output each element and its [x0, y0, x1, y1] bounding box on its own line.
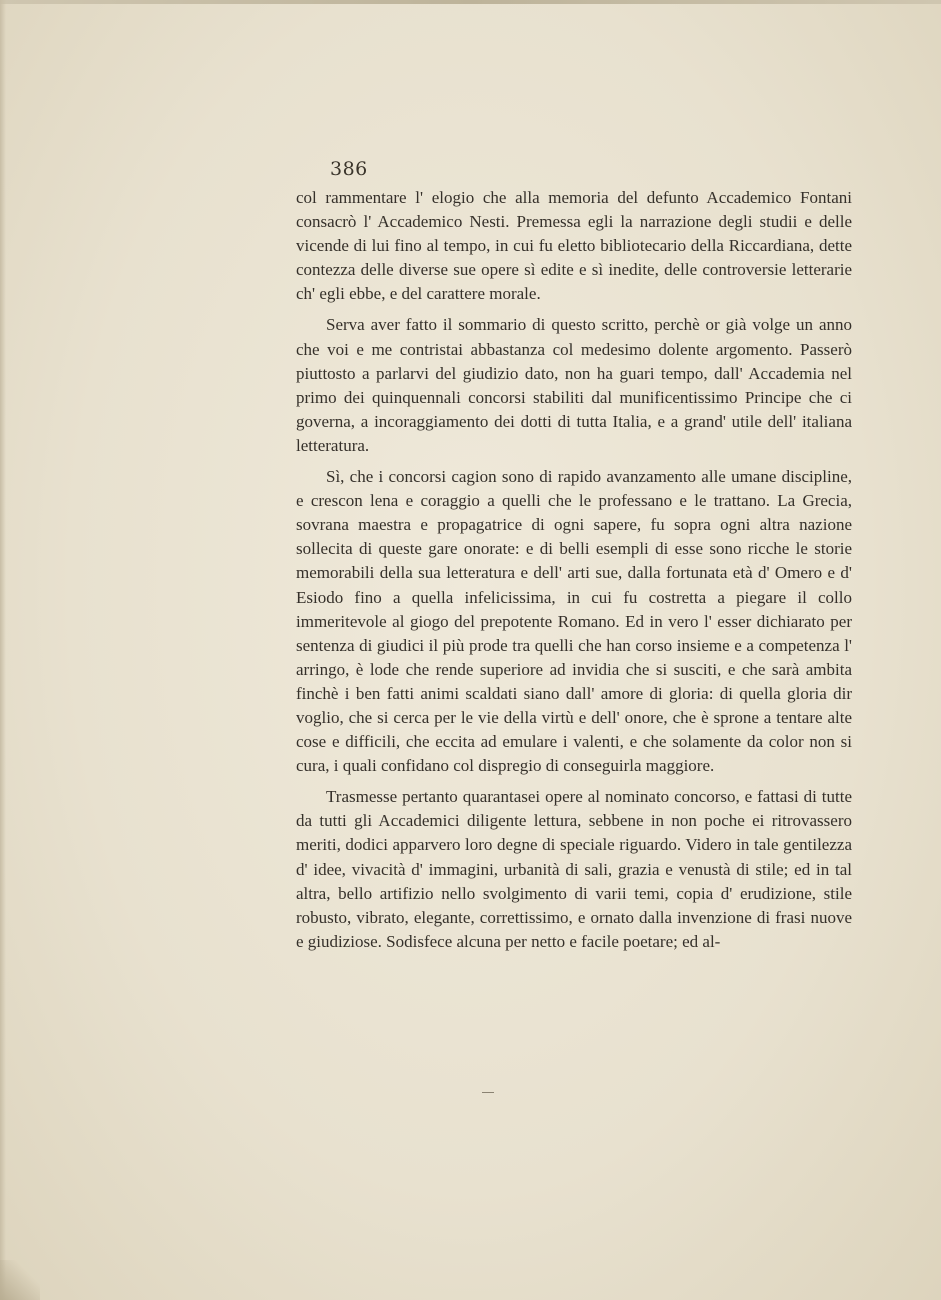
page-top-edge	[0, 0, 941, 4]
page-corner-shadow	[0, 1260, 40, 1300]
paragraph: Sì, che i concorsi cagion sono di rapido avanzamento alle umane discipline, e crescon lena e coraggio a quelli che le professano e le trattano. La Grecia, sovrana maestra e propagatrice di ogni sapere, fu sopra ogni altra nazione sollecita di queste gare onorate: e di belli esempli di esse sono ricche le storie memorabili della sua letteratura e dell' arti sue, dalla fortunata età d' Omero e d' Esiodo fino a quella infelicissima, in cui fu costretta a piegare il collo immeritevole al giogo del prepotente Romano. Ed in vero l' esser dichiarato per sentenza di giudici il più prode tra quelli che han corso insieme e a competenza l' arringo, è lode che rende superiore ad invidia che si susciti, e che sarà ambita finchè i ben fatti animi scaldati siano dall' amore di gloria: di quella gloria dir voglio, che si cerca per le vie della virtù e dell' onore, che è sprone a tentare alte cose e difficili, che eccita ad emulare i valenti, e che solamente da color non si cura, i quali confidano col dispregio di conseguirla maggiore.	[296, 467, 852, 776]
paragraph: Serva aver fatto il sommario di questo scritto, perchè or già volge un anno che voi e me contristai abbastanza col medesimo dolente argomento. Passerò piuttosto a parlarvi del giudizio dato, non ha guari tempo, dall' Accademia nel primo dei quinquennali concorsi stabiliti dal munificentissimo Principe che ci governa, a incoraggiamento dei dotti di tutta Italia, e a grand' utile dell' italiana letteratura.	[296, 315, 852, 455]
printer-mark	[482, 1092, 494, 1093]
page-left-edge	[0, 0, 6, 1300]
body-text	[296, 186, 852, 961]
paragraph: col rammentare l' elogio che alla memoria del defunto Accademico Fontani consacrò l' Accademico Nesti. Premessa egli la narrazione degli studii e delle vicende di lui fino al tempo, in cui fu eletto bibliotecario della Riccardiana, dette contezza delle diverse sue opere sì edite e sì inedite, delle controversie letterarie ch' egli ebbe, e del carattere morale.	[296, 188, 852, 304]
paragraph: Trasmesse pertanto quarantasei opere al nominato concorso, e fattasi di tutte da tutti gli Accademici diligente lettura, sebbene in non poche ei ritrovassero meriti, dodici apparvero loro degne di speciale riguardo. Videro in tale gentilezza d' idee, vivacità d' immagini, urbanità di sali, grazia e venustà di stile; ed in tal altra, bello artifizio nello svolgimento di varii temi, copia d' erudizione, stile robusto, vibrato, elegante, correttissimo, e ornato dalla invenzione di frasi nuove e giudiziose. Sodisfece alcuna per netto e facile poetare; ed al-	[296, 787, 852, 951]
page-number: 386	[330, 158, 368, 180]
